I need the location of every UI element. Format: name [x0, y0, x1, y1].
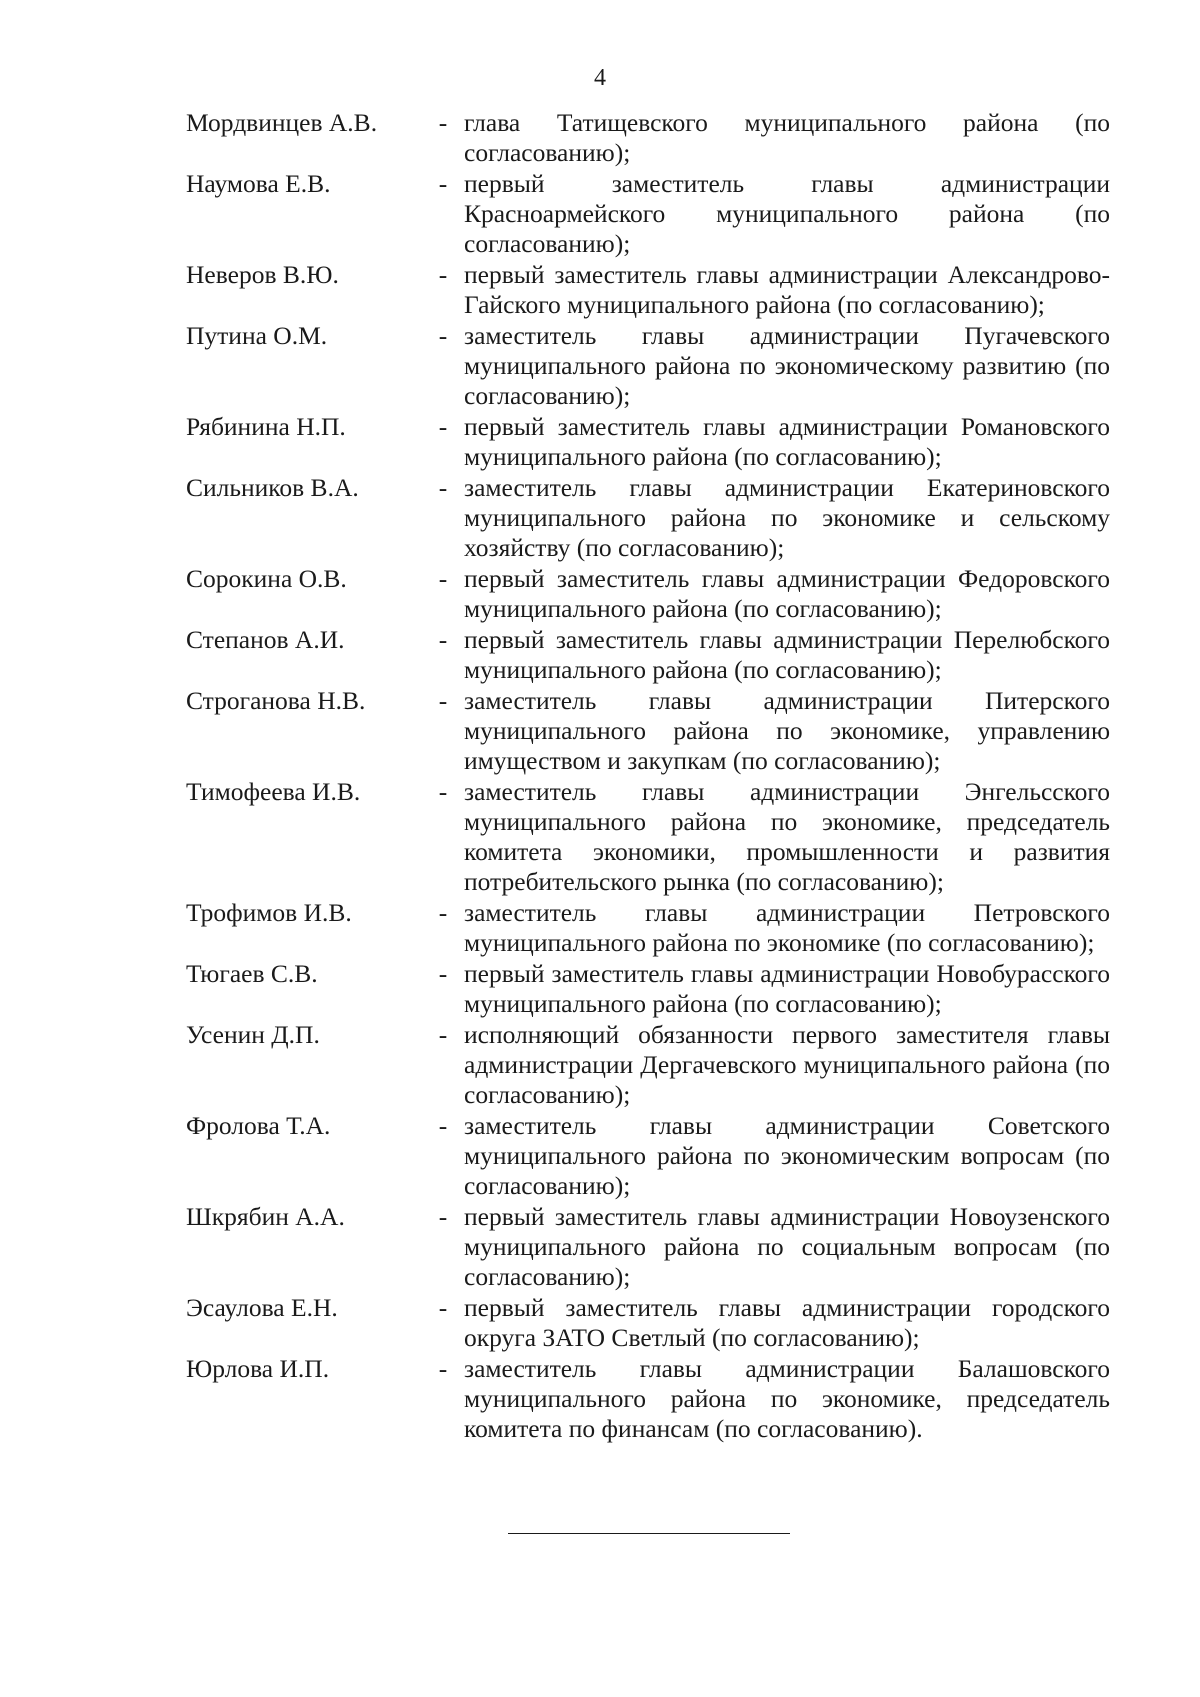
dash-separator: - [438, 260, 448, 289]
member-position: исполняющий обязанности первого заместителя главы администрации Дергачевского муниципального района (по согласованию); [464, 1020, 1110, 1109]
dash-separator: - [438, 564, 448, 593]
member-name: Тимофеева И.В. [186, 777, 361, 806]
list-item [186, 321, 1110, 411]
member-position: заместитель главы администрации Балашовского муниципального района по экономике, председатель комитета по финансам (по согласованию). [464, 1354, 1110, 1443]
dash-separator: - [438, 108, 448, 137]
member-name: Неверов В.Ю. [186, 260, 339, 289]
member-position: первый заместитель главы администрации Федоровского муниципального района (по согласованию); [464, 564, 1110, 623]
member-name: Юрлова И.П. [186, 1354, 330, 1383]
dash-separator: - [438, 169, 448, 198]
list-item [186, 169, 1110, 259]
list-item [186, 1020, 1110, 1110]
dash-separator: - [438, 686, 448, 715]
member-name: Фролова Т.А. [186, 1111, 331, 1140]
member-name: Строганова Н.В. [186, 686, 366, 715]
member-name: Тюгаев С.В. [186, 959, 318, 988]
list-item [186, 625, 1110, 685]
member-position: первый заместитель главы администрации Новоузенского муниципального района по социальным вопросам (по согласованию); [464, 1202, 1110, 1291]
list-item [186, 1202, 1110, 1292]
dash-separator: - [438, 777, 448, 806]
dash-separator: - [438, 898, 448, 927]
dash-separator: - [438, 959, 448, 988]
list-item [186, 686, 1110, 776]
member-position: первый заместитель главы администрации Красноармейского муниципального района (по согласованию); [464, 169, 1110, 258]
member-position: первый заместитель главы администрации Перелюбского муниципального района (по согласованию); [464, 625, 1110, 684]
member-position: заместитель главы администрации Советского муниципального района по экономическим вопросам (по согласованию); [464, 1111, 1110, 1200]
member-name: Мордвинцев А.В. [186, 108, 378, 137]
list-item [186, 412, 1110, 472]
list-item [186, 1354, 1110, 1444]
page-number: 4 [594, 65, 606, 91]
dash-separator: - [438, 412, 448, 441]
list-item [186, 473, 1110, 563]
list-item [186, 564, 1110, 624]
member-name: Сорокина О.В. [186, 564, 347, 593]
member-name: Путина О.М. [186, 321, 328, 350]
dash-separator: - [438, 1293, 448, 1322]
member-position: заместитель главы администрации Питерского муниципального района по экономике, управлению имуществом и закупкам (по согласованию); [464, 686, 1110, 775]
member-name: Трофимов И.В. [186, 898, 352, 927]
member-position: первый заместитель главы администрации Новобурасского муниципального района (по согласованию); [464, 959, 1110, 1018]
list-item [186, 260, 1110, 320]
member-position: заместитель главы администрации Екатериновского муниципального района по экономике и сельскому хозяйству (по согласованию); [464, 473, 1110, 562]
member-position: первый заместитель главы администрации городского округа ЗАТО Светлый (по согласованию); [464, 1293, 1110, 1352]
member-list [186, 108, 1110, 1445]
list-item [186, 108, 1110, 168]
member-name: Эсаулова Е.Н. [186, 1293, 338, 1322]
end-divider-line [508, 1533, 790, 1534]
list-item [186, 959, 1110, 1019]
list-item [186, 898, 1110, 958]
member-position: первый заместитель главы администрации Романовского муниципального района (по согласованию); [464, 412, 1110, 471]
member-position: заместитель главы администрации Петровского муниципального района по экономике (по согласованию); [464, 898, 1110, 957]
member-position: первый заместитель главы администрации Александрово-Гайского муниципального района (по согласованию); [464, 260, 1110, 319]
list-item [186, 777, 1110, 897]
dash-separator: - [438, 1202, 448, 1231]
member-name: Шкрябин А.А. [186, 1202, 345, 1231]
list-item [186, 1111, 1110, 1201]
member-name: Степанов А.И. [186, 625, 345, 654]
member-position: глава Татищевского муниципального района (по согласованию); [464, 108, 1110, 167]
member-name: Усенин Д.П. [186, 1020, 320, 1049]
dash-separator: - [438, 473, 448, 502]
member-position: заместитель главы администрации Пугачевского муниципального района по экономическому развитию (по согласованию); [464, 321, 1110, 410]
member-name: Наумова Е.В. [186, 169, 331, 198]
member-position: заместитель главы администрации Энгельсского муниципального района по экономике, председатель комитета экономики, промышленности и развития потребительского рынка (по согласованию); [464, 777, 1110, 896]
dash-separator: - [438, 625, 448, 654]
dash-separator: - [438, 321, 448, 350]
member-name: Рябинина Н.П. [186, 412, 346, 441]
list-item [186, 1293, 1110, 1353]
dash-separator: - [438, 1020, 448, 1049]
dash-separator: - [438, 1111, 448, 1140]
dash-separator: - [438, 1354, 448, 1383]
member-name: Сильников В.А. [186, 473, 359, 502]
